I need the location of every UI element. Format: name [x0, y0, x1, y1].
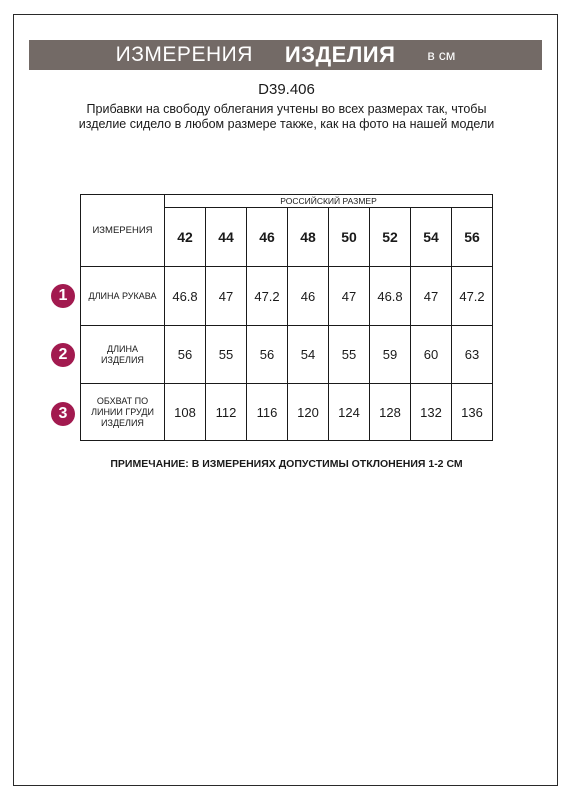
product-code: D39.406: [258, 81, 315, 98]
table-cell: 112: [206, 384, 247, 441]
tolerance-note: ПРИМЕЧАНИЕ: В ИЗМЕРЕНИЯХ ДОПУСТИМЫ ОТКЛОНЕНИЯ 1-2 СМ: [110, 458, 463, 470]
table-cell: 47.2: [247, 267, 288, 326]
row-number-badge: 2: [51, 343, 75, 367]
table-cell: 54: [288, 326, 329, 384]
table-cell: 47: [206, 267, 247, 326]
row-label-chest-girth: ОБХВАТ ПО ЛИНИИ ГРУДИ ИЗДЕЛИЯ: [81, 384, 165, 441]
table-row: [81, 384, 493, 441]
title-product: ИЗДЕЛИЯ: [284, 42, 396, 67]
size-header: 46: [247, 208, 288, 267]
table-cell: 47: [329, 267, 370, 326]
title-banner: [29, 40, 542, 70]
size-header: 50: [329, 208, 370, 267]
table-cell: 108: [165, 384, 206, 441]
size-table: [80, 194, 493, 441]
russian-size-header: РОССИЙСКИЙ РАЗМЕР: [165, 195, 493, 208]
table-row: [81, 267, 493, 326]
row-label-sleeve-length: ДЛИНА РУКАВА: [81, 267, 165, 326]
fit-note: Прибавки на свободу облегания учтены во всех размерах так, чтобы изделие сидело в любом размере также, как на фото на нашей модели: [78, 102, 495, 131]
table-cell: 47: [411, 267, 452, 326]
table-cell: 55: [206, 326, 247, 384]
table-cell: 120: [288, 384, 329, 441]
table-cell: 46.8: [370, 267, 411, 326]
table-cell: 136: [452, 384, 493, 441]
table-cell: 128: [370, 384, 411, 441]
table-row: [81, 326, 493, 384]
table-cell: 47.2: [452, 267, 493, 326]
title-measurements: ИЗМЕРЕНИЯ: [115, 43, 253, 66]
row-label-garment-length: ДЛИНА ИЗДЕЛИЯ: [81, 326, 165, 384]
table-cell: 132: [411, 384, 452, 441]
table-cell: 46: [288, 267, 329, 326]
size-header: 44: [206, 208, 247, 267]
size-header: 52: [370, 208, 411, 267]
size-header: 56: [452, 208, 493, 267]
table-cell: 60: [411, 326, 452, 384]
measurements-header: ИЗМЕРЕНИЯ: [81, 195, 165, 267]
table-cell: 116: [247, 384, 288, 441]
table-cell: 56: [247, 326, 288, 384]
table-cell: 56: [165, 326, 206, 384]
table-cell: 63: [452, 326, 493, 384]
row-number-badge: 1: [51, 284, 75, 308]
table-cell: 59: [370, 326, 411, 384]
size-header: 48: [288, 208, 329, 267]
size-header: 42: [165, 208, 206, 267]
table-cell: 124: [329, 384, 370, 441]
table-cell: 55: [329, 326, 370, 384]
title-units: в см: [427, 47, 456, 63]
table-cell: 46.8: [165, 267, 206, 326]
size-header: 54: [411, 208, 452, 267]
row-number-badge: 3: [51, 402, 75, 426]
